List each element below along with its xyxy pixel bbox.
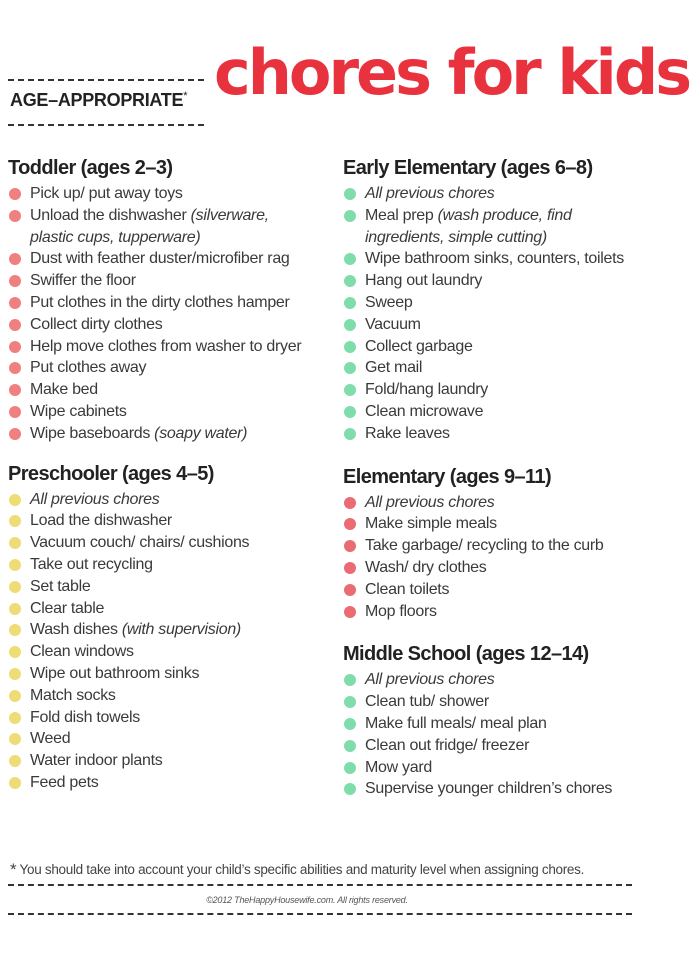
bullet-dot: [344, 406, 356, 418]
chore-item: [343, 513, 640, 535]
chore-text: Collect dirty clothes: [30, 315, 163, 333]
bullet-dot: [344, 762, 356, 774]
chore-item: [343, 292, 640, 314]
bullet-dot: [344, 696, 356, 708]
chore-list-preschooler: [8, 489, 326, 794]
chore-text: Wash/ dry clothes: [365, 558, 487, 576]
chore-item: [8, 401, 326, 423]
chore-item: [343, 336, 640, 358]
chore-text: Clean out fridge/ freezer: [365, 736, 530, 754]
chore-text: Make bed: [30, 381, 98, 399]
chore-list-early-elementary: [343, 183, 640, 445]
chore-text: Vacuum: [365, 315, 421, 333]
chore-text: Clean windows: [30, 643, 134, 661]
chore-text: Rake leaves: [365, 424, 450, 442]
bullet-dot: [344, 518, 356, 530]
chore-text: Wipe cabinets: [30, 402, 127, 420]
bullet-dot: [9, 755, 21, 767]
chore-text: Sweep: [365, 293, 413, 311]
chore-item: [8, 576, 326, 598]
chore-item: [8, 728, 326, 750]
chore-item: [8, 270, 326, 292]
bullet-dot: [9, 712, 21, 724]
bullet-dot: [9, 341, 21, 353]
bullet-dot: [344, 428, 356, 440]
chore-text: Wash dishes: [30, 621, 122, 639]
chore-item: [8, 619, 326, 641]
chore-text: Feed pets: [30, 773, 99, 791]
chore-note: All previous chores: [365, 671, 495, 689]
chore-item: [8, 379, 326, 401]
footer-divider-top: [8, 884, 632, 886]
chore-item: [343, 713, 640, 735]
chore-text: Mop floors: [365, 602, 437, 620]
chore-text: Load the dishwasher: [30, 512, 172, 530]
bullet-dot: [9, 384, 21, 396]
bullet-dot: [344, 341, 356, 353]
chore-item: [8, 292, 326, 314]
chore-item: [8, 248, 326, 270]
chore-item: [8, 685, 326, 707]
footer-divider-bottom: [8, 913, 632, 915]
chore-item: [8, 205, 326, 227]
bullet-dot: [9, 297, 21, 309]
section-elementary: [343, 462, 640, 623]
chore-item: [343, 601, 640, 623]
chore-text: Make simple meals: [365, 515, 497, 533]
section-early-elementary: [343, 153, 640, 445]
chore-text: Pick up/ put away toys: [30, 185, 183, 202]
chore-item: [343, 735, 640, 757]
chore-item: [343, 557, 640, 579]
chore-text: Collect garbage: [365, 337, 473, 355]
bullet-dot: [344, 562, 356, 574]
chore-text: Dust with feather duster/microfiber rag: [30, 250, 290, 268]
chore-item: [8, 423, 326, 445]
chore-item: [343, 492, 640, 514]
chore-item: [8, 510, 326, 532]
chore-item-continuation: [343, 227, 640, 249]
bullet-dot: [9, 559, 21, 571]
chore-item: [343, 183, 640, 205]
chore-note: (with supervision): [121, 621, 241, 639]
bullet-dot: [9, 668, 21, 680]
bullet-dot: [344, 275, 356, 287]
chore-text: Make full meals/ meal plan: [365, 714, 547, 732]
chore-item: [8, 489, 326, 511]
chore-item: [343, 379, 640, 401]
chore-text: Clear table: [30, 599, 105, 617]
footnote: [10, 860, 635, 880]
chore-item: [8, 357, 326, 379]
chore-item: [8, 750, 326, 772]
bullet-dot: [344, 718, 356, 730]
chore-item: [343, 669, 640, 691]
bullet-dot: [344, 253, 356, 265]
bullet-dot: [9, 603, 21, 615]
chore-list-toddler: [8, 183, 326, 445]
chore-text: Set table: [30, 577, 91, 595]
chore-item: [8, 707, 326, 729]
chore-text: Take garbage/ recycling to the curb: [365, 537, 604, 555]
copyright-notice: ©2012 TheHappyHousewife.com. All rights reserved.: [206, 895, 408, 905]
chore-text: Help move clothes from washer to dryer: [30, 337, 302, 355]
bullet-dot: [9, 646, 21, 658]
chore-item: [8, 663, 326, 685]
chore-text: Clean tub/ shower: [365, 693, 489, 711]
chore-text: Clean microwave: [365, 402, 484, 420]
section-title-toddler: Toddler (ages 2–3): [8, 157, 173, 179]
chore-text: Unload the dishwasher: [30, 206, 191, 224]
section-toddler: [8, 153, 326, 445]
chore-item: [343, 535, 640, 557]
footnote-text: You should take into account your child’s specific abilities and maturity level when assigning chores.: [19, 862, 585, 877]
bullet-dot: [344, 497, 356, 509]
chore-item: [343, 691, 640, 713]
chore-item: [343, 314, 640, 336]
bullet-dot: [344, 540, 356, 552]
bullet-dot: [9, 515, 21, 527]
header: [0, 0, 689, 140]
chore-note: All previous chores: [30, 490, 160, 508]
bullet-dot: [344, 188, 356, 200]
bullet-dot: [9, 275, 21, 287]
chore-note: plastic cups, tupperware): [30, 228, 201, 246]
chore-text: Fold/hang laundry: [365, 381, 488, 399]
chore-text: Swiffer the floor: [30, 272, 136, 290]
bullet-dot: [344, 584, 356, 596]
chore-text: Vacuum couch/ chairs/ cushions: [30, 534, 250, 552]
chore-item: [8, 641, 326, 663]
bullet-dot: [344, 674, 356, 686]
chore-item: [343, 205, 640, 227]
chore-item: [343, 579, 640, 601]
bullet-dot: [9, 733, 21, 745]
footnote-asterisk: *: [10, 860, 17, 879]
chore-text: Weed: [30, 730, 71, 748]
chore-item: [8, 183, 326, 205]
chore-text: Get mail: [365, 359, 423, 377]
chore-item: [8, 554, 326, 576]
section-title-middle-school: Middle School (ages 12–14): [343, 643, 589, 666]
chore-note: (soapy water): [154, 424, 248, 442]
page-title: chores for kids: [214, 36, 689, 109]
chore-item: [343, 357, 640, 379]
bullet-dot: [344, 297, 356, 309]
bullet-dot: [9, 428, 21, 440]
chore-text: Supervise younger children’s chores: [365, 780, 613, 798]
chore-text: Wipe baseboards: [30, 424, 155, 442]
chore-text: Take out recycling: [30, 555, 153, 573]
chore-item: [8, 532, 326, 554]
chore-text: Wipe out bathroom sinks: [30, 664, 200, 682]
bullet-dot: [9, 319, 21, 331]
bullet-dot: [9, 624, 21, 636]
bullet-dot: [9, 210, 21, 222]
chore-note: All previous chores: [365, 493, 495, 511]
chore-item: [343, 757, 640, 779]
bullet-dot: [344, 740, 356, 752]
chore-text: Mow yard: [365, 758, 432, 776]
left-column: [8, 153, 326, 808]
chore-text: Clean toilets: [365, 580, 450, 598]
bullet-dot: [9, 537, 21, 549]
bullet-dot: [9, 362, 21, 374]
chore-item: [8, 314, 326, 336]
chore-list-elementary: [343, 492, 640, 623]
chore-item: [8, 772, 326, 794]
section-middle-school: [343, 639, 640, 800]
chore-text: Put clothes away: [30, 359, 147, 377]
chore-text: Match socks: [30, 686, 116, 704]
chore-list-middle-school: [343, 669, 640, 800]
bullet-dot: [9, 690, 21, 702]
chore-text: Put clothes in the dirty clothes hamper: [30, 293, 290, 311]
chore-note: ingredients, simple cutting): [365, 228, 547, 246]
chore-item: [343, 423, 640, 445]
chore-note: (wash produce, find: [437, 206, 572, 224]
bullet-dot: [9, 494, 21, 506]
bullet-dot: [344, 783, 356, 795]
chore-item: [8, 598, 326, 620]
chore-item: [343, 401, 640, 423]
chore-text: Water indoor plants: [30, 752, 163, 770]
section-preschooler: [8, 459, 326, 794]
section-title-preschooler: Preschooler (ages 4–5): [8, 462, 214, 485]
header-asterisk: *: [183, 90, 188, 102]
chore-text: Meal prep: [365, 206, 438, 224]
chore-text: Wipe bathroom sinks, counters, toilets: [365, 250, 624, 268]
header-divider-bottom: [8, 124, 204, 126]
bullet-dot: [9, 406, 21, 418]
chore-item: [343, 270, 640, 292]
chore-item-continuation: [8, 227, 326, 249]
age-appropriate-label: AGE–APPROPRIATE*: [10, 90, 188, 110]
bullet-dot: [344, 210, 356, 222]
bullet-dot: [344, 606, 356, 618]
bullet-dot: [344, 384, 356, 396]
chore-text: Hang out laundry: [365, 272, 483, 290]
header-divider-top: [8, 79, 204, 81]
section-title-early-elementary: Early Elementary (ages 6–8): [343, 157, 593, 179]
section-title-elementary: Elementary (ages 9–11): [343, 465, 552, 488]
chore-item: [8, 336, 326, 358]
chore-note: All previous chores: [365, 185, 495, 202]
bullet-dot: [344, 362, 356, 374]
chore-text: Fold dish towels: [30, 708, 140, 726]
chore-note: (silverware,: [190, 206, 269, 224]
right-column: [343, 153, 640, 817]
chore-item: [343, 778, 640, 800]
bullet-dot: [9, 188, 21, 200]
chore-item: [343, 248, 640, 270]
bullet-dot: [9, 777, 21, 789]
bullet-dot: [9, 253, 21, 265]
bullet-dot: [9, 581, 21, 593]
bullet-dot: [344, 319, 356, 331]
